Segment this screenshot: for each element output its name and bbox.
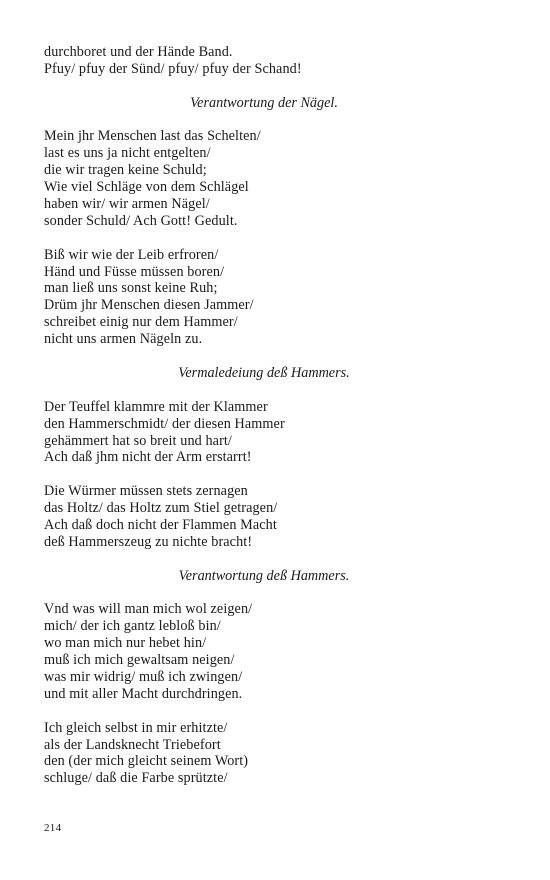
stanza xyxy=(44,720,484,788)
verse-line: mich/ der ich gantz lebloß bin/ xyxy=(44,618,221,635)
section-heading: Vermaledeiung deß Hammers. xyxy=(178,364,350,381)
verse-line: gehämmert hat so breit und hart/ xyxy=(44,432,232,449)
verse-line: und mit aller Macht durchdringen. xyxy=(44,685,243,702)
verse-line: schluge/ daß die Farbe sprützte/ xyxy=(44,770,228,787)
section-heading: Verantwortung deß Hammers. xyxy=(178,567,350,584)
verse-line: Wie viel Schläge von dem Schlägel xyxy=(44,179,249,196)
verse-line: die wir tragen keine Schuld; xyxy=(44,162,207,179)
stanza xyxy=(44,601,484,702)
verse-line: das Holtz/ das Holtz zum Stiel getragen/ xyxy=(44,500,278,517)
verse-line: den Hammerschmidt/ der diesen Hammer xyxy=(44,415,285,432)
verse-line: als der Landsknecht Triebefort xyxy=(44,736,221,753)
verse-line: man ließ uns sonst keine Ruh; xyxy=(44,280,218,297)
stanza xyxy=(44,247,484,348)
section-heading: Verantwortung der Nägel. xyxy=(190,94,338,111)
poem-page xyxy=(44,44,484,787)
verse-line: den (der mich gleicht seinem Wort) xyxy=(44,753,249,770)
verse-line: Händ und Füsse müssen boren/ xyxy=(44,263,225,280)
stanza xyxy=(44,483,484,551)
stanza xyxy=(44,44,484,78)
verse-line: Pfuy/ pfuy der Sünd/ pfuy/ pfuy der Schand! xyxy=(44,60,302,77)
verse-line: Ach daß jhm nicht der Arm erstarrt! xyxy=(44,449,252,466)
page-number: 214 xyxy=(44,822,62,834)
verse-line: sonder Schuld/ Ach Gott! Gedult. xyxy=(44,212,238,229)
verse-line: Ach daß doch nicht der Flammen Macht xyxy=(44,516,277,533)
verse-line: Mein jhr Menschen last das Schelten/ xyxy=(44,128,261,145)
verse-line: last es uns ja nicht entgelten/ xyxy=(44,145,211,162)
verse-line: schreibet einig nur dem Hammer/ xyxy=(44,314,238,331)
verse-line: deß Hammerszeug zu nichte bracht! xyxy=(44,533,253,550)
verse-line: Biß wir wie der Leib erfroren/ xyxy=(44,246,219,263)
verse-line: Der Teuffel klammre mit der Klammer xyxy=(44,398,268,415)
stanza xyxy=(44,399,484,467)
verse-line: Vnd was will man mich wol zeigen/ xyxy=(44,601,253,618)
verse-line: Die Würmer müssen stets zernagen xyxy=(44,483,248,500)
verse-line: haben wir/ wir armen Nägel/ xyxy=(44,196,210,213)
verse-line: Ich gleich selbst in mir erhitzte/ xyxy=(44,719,228,736)
verse-line: Drüm jhr Menschen diesen Jammer/ xyxy=(44,297,254,314)
verse-line: wo man mich nur hebet hin/ xyxy=(44,635,207,652)
verse-line: muß ich mich gewaltsam neigen/ xyxy=(44,652,235,669)
verse-line: nicht uns armen Nägeln zu. xyxy=(44,331,203,348)
verse-line: was mir widrig/ muß ich zwingen/ xyxy=(44,669,243,685)
verse-line: durchboret und der Hände Band. xyxy=(44,44,233,60)
stanza xyxy=(44,128,484,229)
